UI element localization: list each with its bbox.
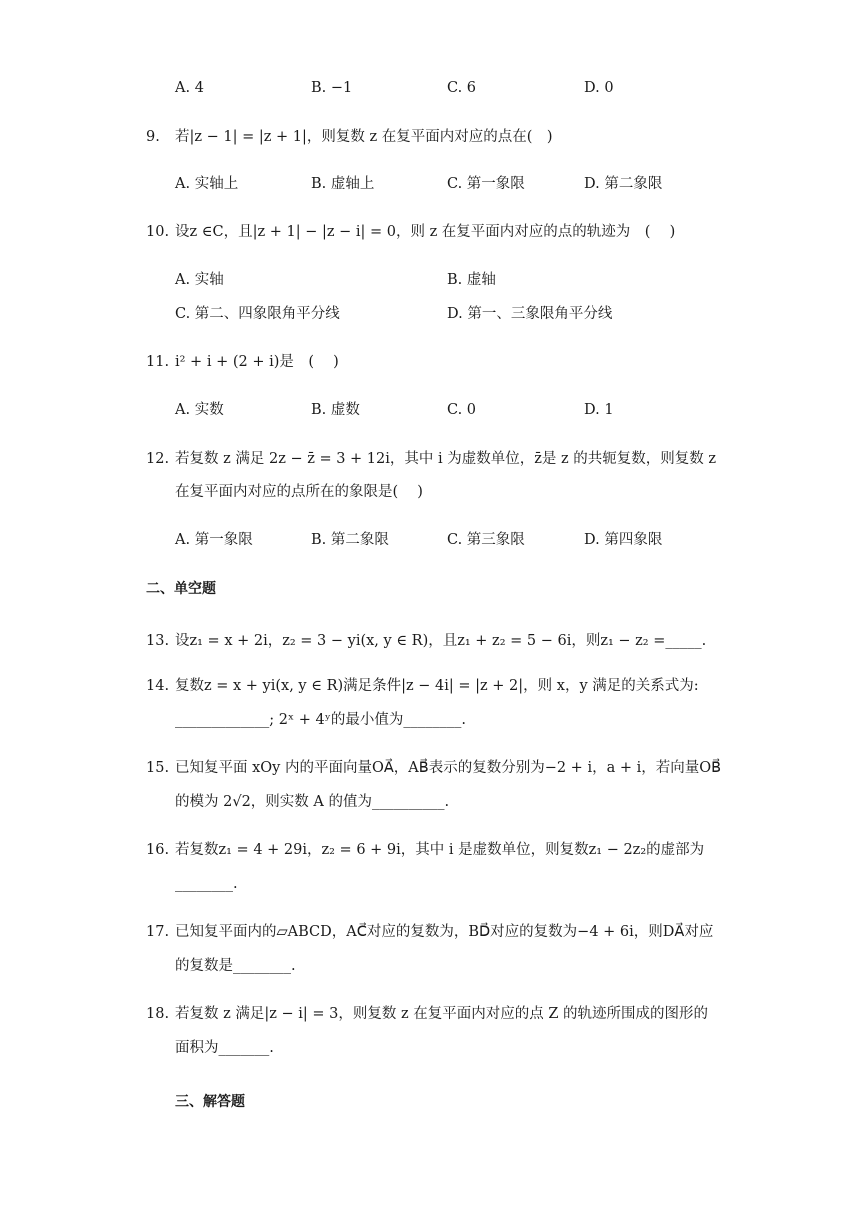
q11-option-c: C. 0 (447, 402, 477, 418)
q9-option-c: C. 第一象限 (447, 176, 525, 192)
question-text: _____________; 2ˣ + 4ʸ的最小值为________. (175, 712, 466, 728)
q8-option-b: B. −1 (311, 80, 353, 96)
question-number: 12. (146, 451, 170, 467)
question-number: 17. (146, 924, 170, 940)
q8-option-d: D. 0 (584, 80, 614, 96)
question-text: 的模为 2√2，则实数 A 的值为__________. (175, 794, 450, 810)
question-number: 10. (146, 224, 170, 240)
q9-option-d: D. 第二象限 (584, 176, 663, 192)
q8-option-a: A. 4 (175, 80, 204, 96)
question-text: i² + i + (2 + i)是 ( ) (175, 354, 339, 370)
question-number: 13. (146, 633, 170, 649)
question-text: 若复数z₁ = 4 + 29i，z₂ = 6 + 9i，其中 i 是虚数单位，则复数z₁ − 2z₂的虚部为 (175, 842, 705, 858)
section-heading: 二、单空题 (146, 581, 216, 597)
section-heading: 三、解答题 (175, 1094, 245, 1110)
question-text: 面积为_______. (175, 1040, 274, 1056)
question-number: 9. (146, 129, 160, 145)
q10-option-b: B. 虚轴 (447, 272, 496, 288)
q9-option-a: A. 实轴上 (175, 176, 239, 192)
question-text: 已知复平面内的▱ABCD，AC⃗对应的复数为，BD⃗对应的复数为−4 + 6i，则DA⃗对应 (175, 924, 714, 940)
q12-option-a: A. 第一象限 (175, 532, 253, 548)
question-text: 复数z = x + yi(x, y ∈ R)满足条件|z − 4i| = |z + 2|，则 x，y 满足的关系式为: (175, 678, 699, 694)
question-text: 的复数是________. (175, 958, 296, 974)
question-text: 在复平面内对应的点所在的象限是( ) (175, 484, 423, 500)
q8-option-c: C. 6 (447, 80, 477, 96)
question-text: 设z ∈C，且|z + 1| − |z − i| = 0，则 z 在复平面内对应的点的轨迹为 ( ) (175, 224, 676, 240)
q10-option-c: C. 第二、四象限角平分线 (175, 306, 340, 322)
q12-option-d: D. 第四象限 (584, 532, 663, 548)
q10-option-d: D. 第一、三象限角平分线 (447, 306, 613, 322)
q12-option-b: B. 第二象限 (311, 532, 389, 548)
question-number: 14. (146, 678, 170, 694)
question-number: 11. (146, 354, 170, 370)
question-text: 若复数 z 满足 2z − z̄ = 3 + 12i，其中 i 为虚数单位，z̄是 z 的共轭复数，则复数 z (175, 451, 716, 467)
question-number: 15. (146, 760, 170, 776)
question-text: 已知复平面 xOy 内的平面向量OA⃗，AB⃗表示的复数分别为−2 + i，a + i，若向量OB⃗ (175, 760, 722, 776)
q11-option-b: B. 虚数 (311, 402, 360, 418)
q9-option-b: B. 虚轴上 (311, 176, 375, 192)
q11-option-a: A. 实数 (175, 402, 224, 418)
question-text: ________. (175, 876, 238, 892)
question-text: 若复数 z 满足|z − i| = 3，则复数 z 在复平面内对应的点 Z 的轨迹所围成的图形的 (175, 1006, 709, 1022)
question-text: 设z₁ = x + 2i，z₂ = 3 − yi(x, y ∈ R)，且z₁ + z₂ = 5 − 6i，则z₁ − z₂ =_____. (175, 633, 707, 649)
q10-option-a: A. 实轴 (175, 272, 224, 288)
q12-option-c: C. 第三象限 (447, 532, 525, 548)
q11-option-d: D. 1 (584, 402, 614, 418)
question-number: 18. (146, 1006, 170, 1022)
question-text: 若|z − 1| = |z + 1|，则复数 z 在复平面内对应的点在( ) (175, 129, 553, 145)
question-number: 16. (146, 842, 170, 858)
